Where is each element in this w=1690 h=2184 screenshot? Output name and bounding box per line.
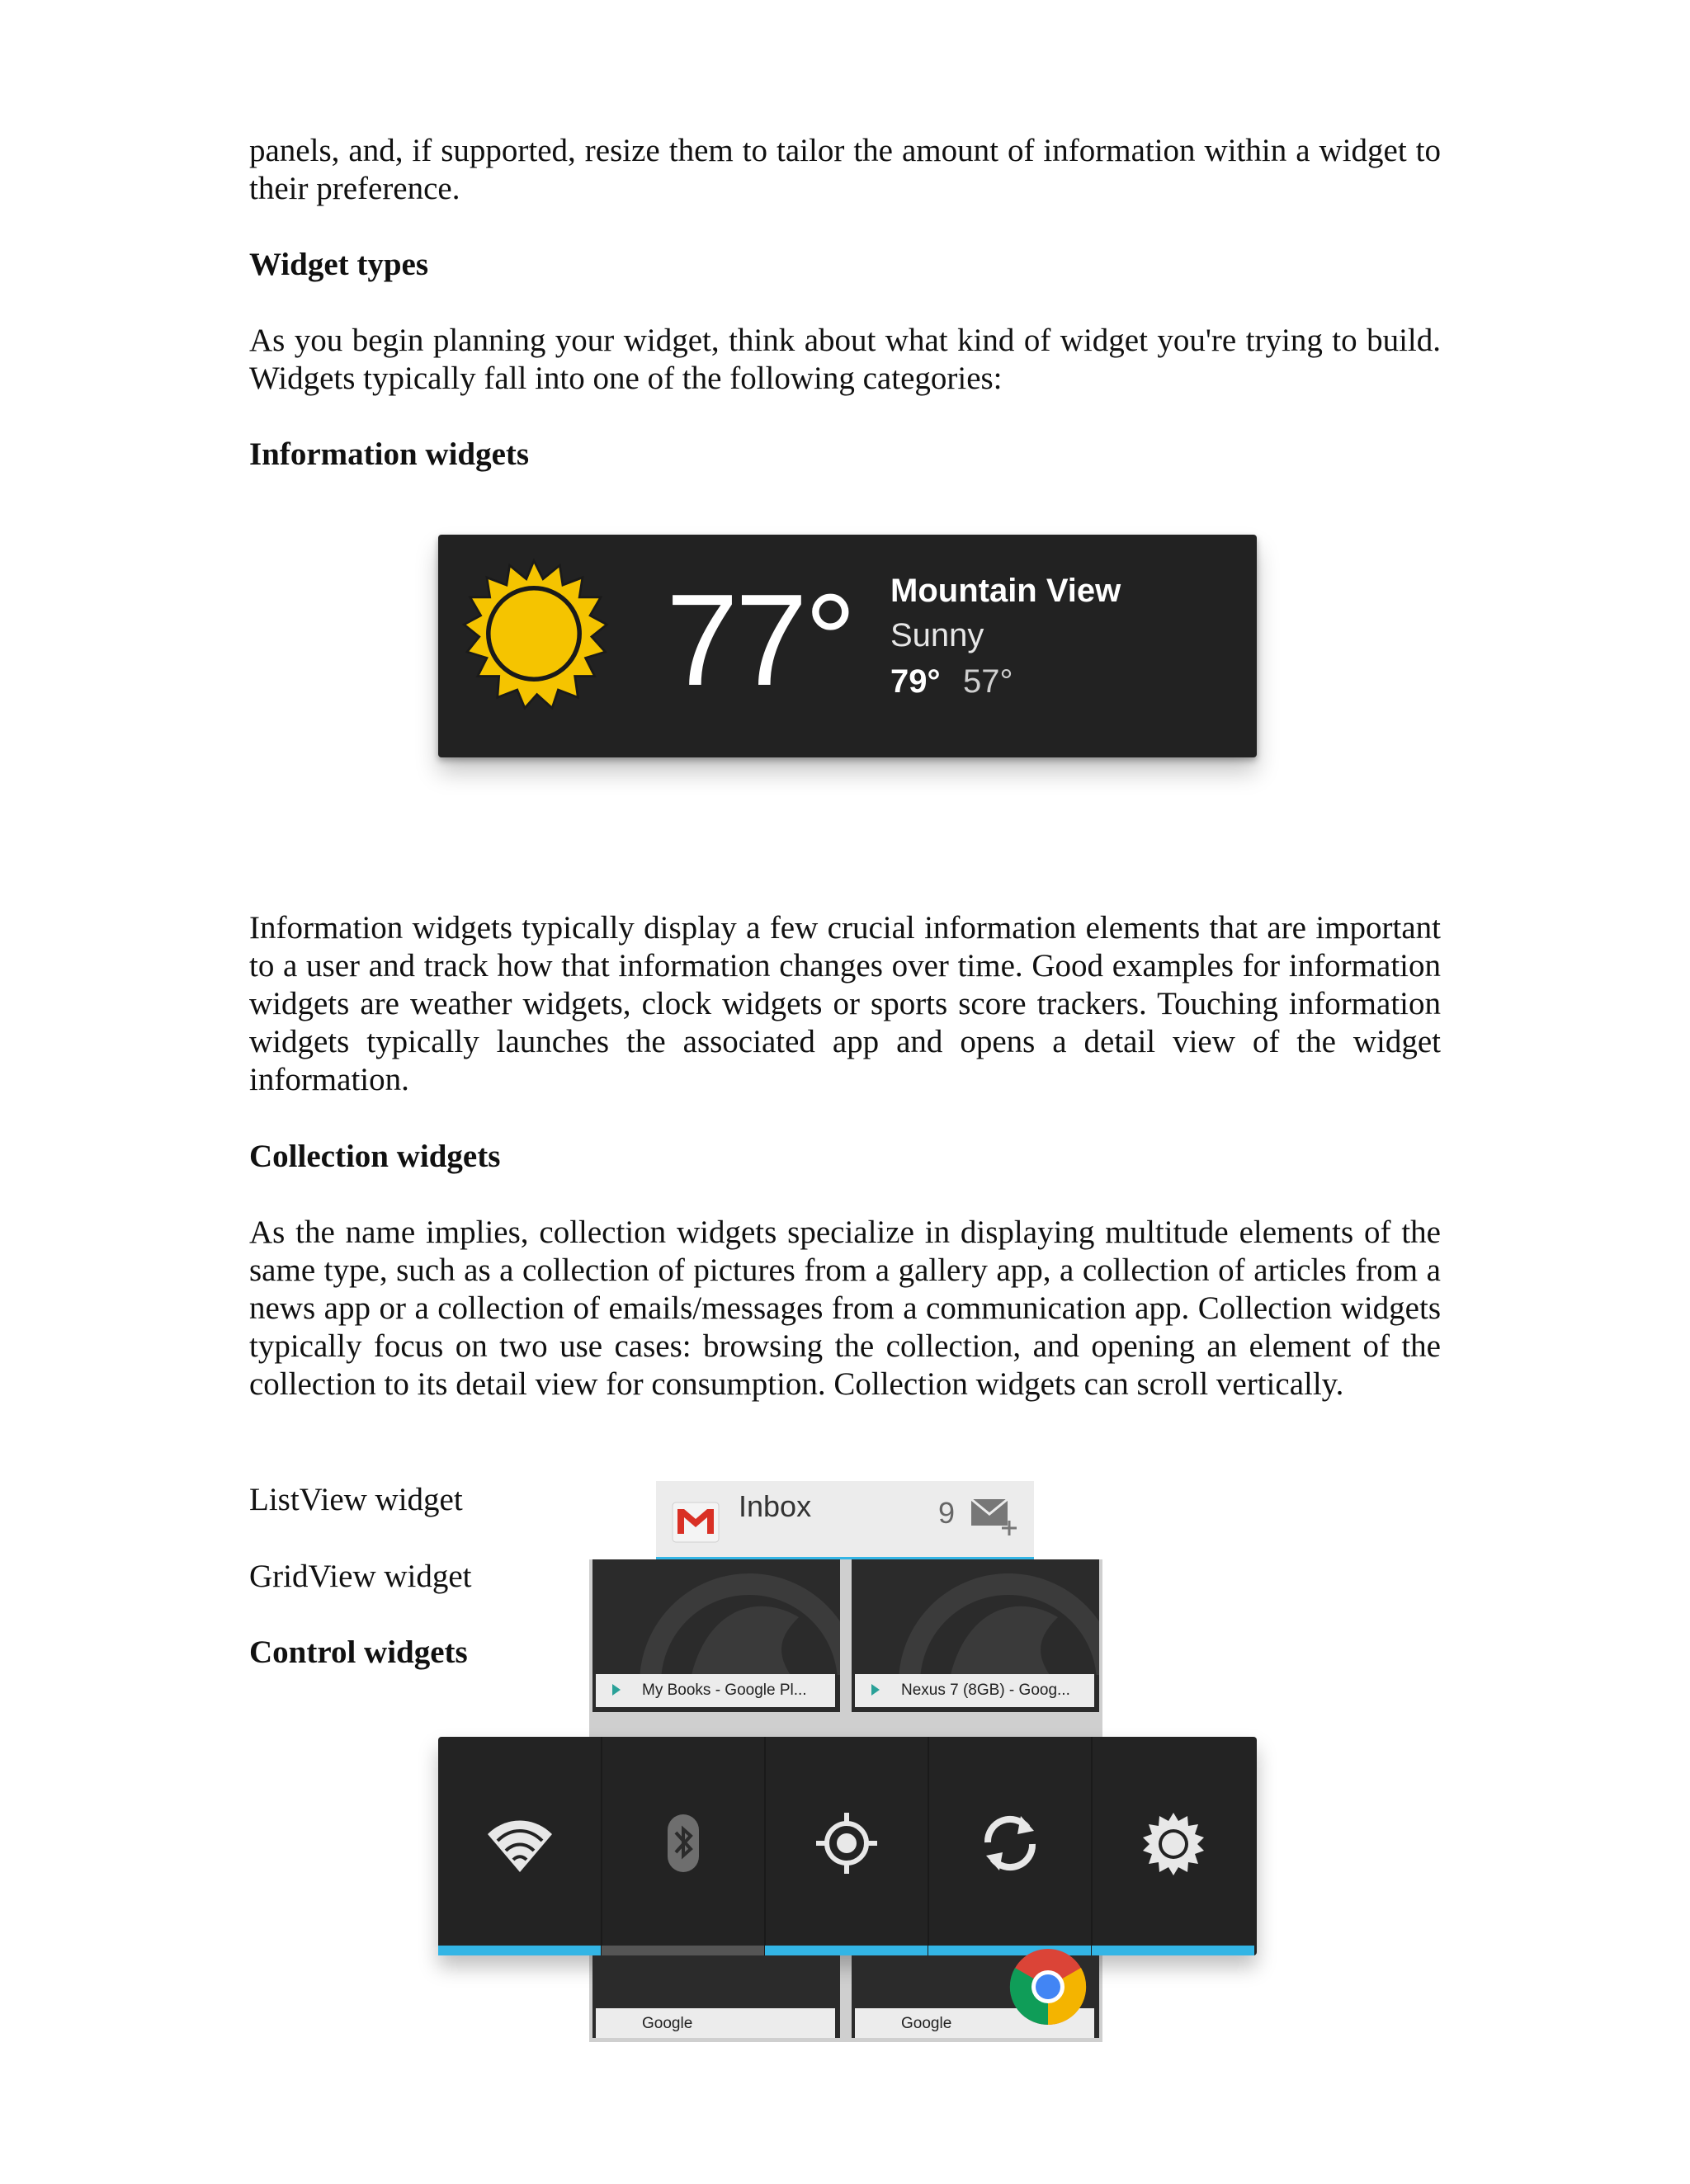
grid-cell-tab: [596, 1674, 835, 1707]
grid-cell-title: My Books - Google Pl...: [642, 1682, 807, 1699]
grid-cell-tab: [855, 1674, 1094, 1707]
listview-label: ListView widget: [249, 1482, 463, 1517]
chrome-icon: [1008, 1947, 1088, 2026]
gridview-label: GridView widget: [249, 1559, 472, 1594]
brightness-toggle[interactable]: [1092, 1737, 1254, 1955]
weather-condition: Sunny: [890, 617, 984, 653]
unread-count: 9: [938, 1496, 956, 1530]
low-temperature: 57°: [963, 663, 1013, 700]
inbox-list-widget[interactable]: [656, 1481, 1034, 1561]
bluetooth-toggle[interactable]: [602, 1737, 766, 1955]
bluetooth-icon: [649, 1809, 717, 1877]
collection-widgets-paragraph: As the name implies, collection widgets specialize in displaying multitude elements of the same type, such as a collection of pictures from a gallery app, a collection of articles from a news app or a collection of emails/messages from a communication app. Collection widgets typically focus on two use cases: browsing the collection, and opening an element of the collection to its detail view for consumption. Collection widgets can scroll vertically.: [249, 1215, 1441, 1402]
dragon-artwork-icon: [592, 1559, 840, 1675]
widget-types-paragraph: As you begin planning your widget, think about what kind of widget you're trying to build. Widgets typically fall into one of the following categories:: [249, 323, 1441, 396]
information-widgets-paragraph: Information widgets typically display a few crucial information elements that are important to a user and track how that information changes over time. Good examples for information widgets are weather widgets, clock widgets or sports score trackers. Touching information widgets typically launches the associated app and opens a detail view of the widget information.: [249, 910, 1441, 1097]
play-store-icon: [612, 1684, 621, 1696]
play-store-icon: [871, 1684, 880, 1696]
grid-cell-title: Google: [642, 2015, 693, 2032]
wifi-icon: [486, 1809, 554, 1877]
wifi-status-bar: [438, 1946, 601, 1955]
power-control-widget[interactable]: [438, 1737, 1257, 1955]
location-status-bar: [765, 1946, 928, 1955]
high-temperature: 79°: [890, 663, 941, 700]
heading-information-widgets: Information widgets: [249, 436, 530, 472]
bluetooth-status-bar: [602, 1946, 764, 1955]
location-toggle[interactable]: [765, 1737, 929, 1955]
grid-cell[interactable]: [852, 1559, 1099, 1712]
sync-toggle[interactable]: [928, 1737, 1093, 1955]
intro-paragraph-tail: panels, and, if supported, resize them to tailor the amount of information within a widget to their preference.: [249, 133, 1441, 206]
heading-widget-types: Widget types: [249, 247, 429, 282]
grid-cell-title: Nexus 7 (8GB) - Goog...: [901, 1682, 1070, 1699]
heading-collection-widgets: Collection widgets: [249, 1139, 501, 1174]
grid-cell-title: Google: [901, 2015, 952, 2032]
temperature-value: 77°: [666, 568, 853, 713]
dragon-artwork-icon: [852, 1559, 1099, 1675]
compose-mail-icon[interactable]: [970, 1496, 1019, 1537]
grid-cell-tab: [596, 2008, 835, 2038]
wifi-toggle[interactable]: [438, 1737, 602, 1955]
grid-cell[interactable]: [592, 1955, 840, 2038]
brightness-icon: [1140, 1809, 1207, 1877]
grid-cell[interactable]: [592, 1559, 840, 1712]
inbox-title: Inbox: [739, 1489, 812, 1523]
gmail-icon: [671, 1496, 720, 1544]
brightness-status-bar: [1092, 1946, 1254, 1955]
heading-control-widgets: Control widgets: [249, 1634, 468, 1670]
sync-icon: [976, 1809, 1044, 1877]
location-icon: [813, 1809, 880, 1877]
weather-widget[interactable]: [438, 535, 1257, 757]
sun-icon: [458, 558, 610, 710]
city-name: Mountain View: [890, 573, 1121, 609]
